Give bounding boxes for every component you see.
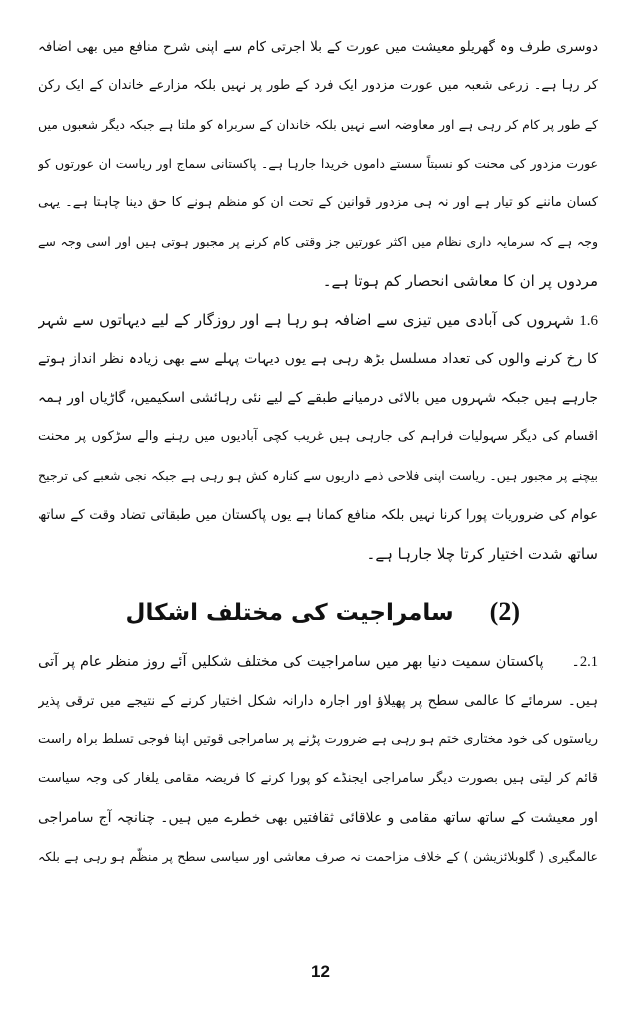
page-number: 12 (311, 962, 330, 981)
paragraph-2-number: 1.6 (579, 313, 598, 329)
paragraph-1-line-6: وجہ ہے کہ سرمایہ داری نظام میں اکثر عورتیں جز وقتی کام کرنے پر مجبور ہوتی ہیں اور اسی وجہ سے (38, 234, 598, 249)
section-heading-title: سامراجیت کی مختلف اشکال (125, 600, 454, 626)
paragraph-2-line-1-text: شہروں کی آبادی میں تیزی سے اضافہ ہو رہا ہے اور روزگار کے لیے دیہاتوں سے شہر (38, 311, 575, 329)
paragraph-3-line-6: عالمگیری ( گلوبلائزیشن ) کے خلاف مزاحمت نہ صرف معاشی اور سیاسی سطح پر منظّم ہو رہی ہے بلکہ (38, 849, 598, 864)
paragraph-2-line-2: کا رخ کرنے والوں کی تعداد مسلسل بڑھ رہی ہے یوں دیہات پہلے سے بھی زیادہ نظر انداز ہوتے (38, 351, 598, 367)
paragraph-3-line-4: قائم کر لیتی ہیں بصورت دیگر سامراجی ایجنڈے کو پورا کرنے کا فریضہ مقامی یلغار کی وجہ سیاست (38, 771, 598, 786)
paragraph-3-line-1 (38, 645, 598, 679)
paragraph-3-line-2: ہیں۔ سرمائے کا عالمی سطح پر پھیلاؤ اور اجارہ دارانہ شکل اختیار کرنے کے نتیجے میں ترقی پذیر (38, 693, 598, 709)
paragraph-2-line-6: عوام کی ضروریات پورا کرنا نہیں بلکہ منافع کمانا ہے یوں پاکستان میں طبقاتی تضاد وقت کے ساتھ (38, 507, 598, 523)
paragraph-1-line-1: دوسری طرف وہ گھریلو معیشت میں عورت کے بلا اجرتی کام سے اپنی شرح منافع میں بھی اضافہ (38, 39, 598, 55)
paragraph-3-line-3: ریاستوں کی خود مختاری ختم ہو رہی ہے ضرورت پڑنے پر سامراجی قوتیں اپنا فوجی تسلط براہ راست (38, 732, 598, 747)
paragraph-1-line-7: مردوں پر ان کا معاشی انحصار کم ہوتا ہے۔ (322, 272, 598, 290)
section-heading (125, 590, 520, 634)
paragraph-1-line-5: کسان ماننے کو تیار ہے اور نہ ہی مزدور قوانین کے تحت ان کو منظم ہونے کا حق دینا چاہتا ہے۔ یہی (38, 195, 598, 210)
paragraph-2-line-3: جارہے ہیں جبکہ شہروں میں بالائی درمیانے طبقے کے لیے نئی رہائشی اسکیمیں، گاڑیاں اور ہمہ (38, 390, 598, 406)
paragraph-2-line-7: ساتھ شدت اختیار کرتا چلا جارہا ہے۔ (366, 545, 598, 563)
section-heading-number: (2) (489, 597, 520, 626)
paragraph-1-line-2: کر رہا ہے۔ زرعی شعبہ میں عورت مزدور ایک فرد کے طور پر نہیں بلکہ مزارعے خاندان کے ایک رکن (38, 78, 598, 93)
paragraph-2-line-4: اقسام کی دیگر سہولیات فراہم کی جارہی ہیں غریب کچی آبادیوں میں رہنے والے سڑکوں پر محنت (38, 429, 598, 444)
paragraph-3-line-1-text: پاکستان سمیت دنیا بھر میں سامراجیت کی مختلف شکلیں آئے روز منظر عام پر آتی (38, 654, 544, 670)
paragraph-3-line-5: اور معیشت کے ساتھ ساتھ مقامی و علاقائی ثقافتیں بھی خطرے میں ہیں۔ چنانچہ آج سامراجی (38, 810, 598, 826)
paragraph-1-line-4: عورت مزدور کی محنت کو نسبتاً سستے داموں خریدا جارہا ہے۔ پاکستانی سماج اور ریاست ان عورتوں کو (38, 156, 598, 171)
paragraph-1-line-3: کے طور پر کام کر رہی ہے اور معاوضہ اسے نہیں بلکہ خاندان کے سربراہ کو ملتا ہے جبکہ دیگر شعبوں میں (38, 117, 598, 132)
paragraph-3-number: 2.1۔ (571, 654, 598, 670)
paragraph-2-line-1 (38, 303, 598, 337)
paragraph-2-line-5: بیچنے پر مجبور ہیں۔ ریاست اپنی فلاحی ذمے داریوں سے کنارہ کش ہو رہی ہے جبکہ نجی شعبے کی ترجیح (38, 468, 598, 483)
